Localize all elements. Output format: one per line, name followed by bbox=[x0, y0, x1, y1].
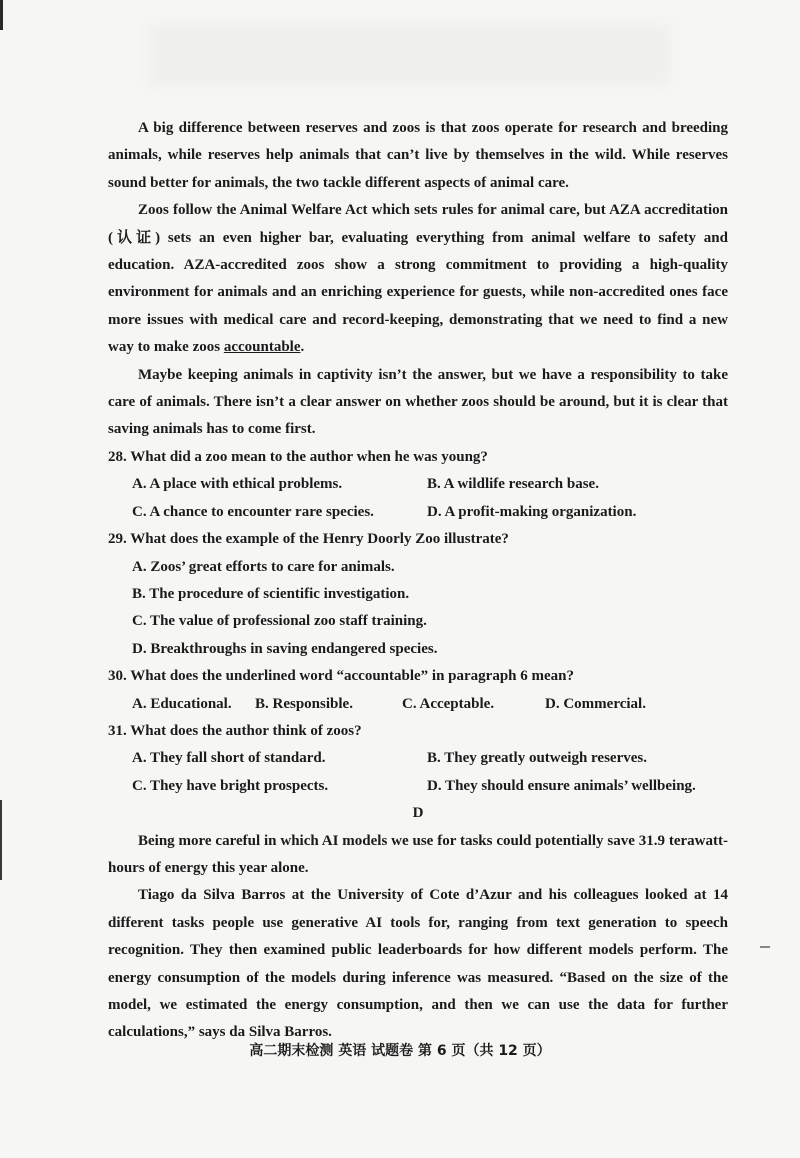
option-a: A. They fall short of standard. bbox=[132, 750, 326, 767]
option-b: B. Responsible. bbox=[255, 695, 353, 712]
option-d: D. Commercial. bbox=[545, 695, 646, 712]
page-footer: 高二期末检测 英语 试题卷 第 6 页（共 12 页） bbox=[249, 1043, 551, 1059]
option-c: C. A chance to encounter rare species. bbox=[132, 503, 374, 520]
question-options bbox=[108, 471, 728, 526]
binding-mark bbox=[0, 800, 2, 880]
scan-artifact bbox=[150, 25, 670, 85]
passage-c-paragraph bbox=[108, 197, 728, 361]
question-stem: 31. What does the author think of zoos? bbox=[108, 722, 362, 739]
paragraph-text: Zoos follow the Animal Welfare Act which sets rules for animal care, but AZA accreditation (认证) sets an even higher bar, evaluating everything from animal welfare to safety and education. AZA-accredited zoos show a strong commitment to providing a high-quality environment for animals and an enriching experience for guests, while non-accredited ones face more issues with medical care and record-keeping, demonstrating that we need to find a new way to make zoos bbox=[108, 202, 728, 356]
option-d: D. A profit-making organization. bbox=[427, 503, 637, 520]
underlined-word: accountable bbox=[223, 339, 301, 356]
question-stem: 30. What does the underlined word “accountable” in paragraph 6 mean? bbox=[108, 668, 575, 685]
option-b: B. A wildlife research base. bbox=[427, 476, 599, 493]
option-c: C. Acceptable. bbox=[402, 695, 495, 712]
option-c: C. The value of professional zoo staff training. bbox=[132, 613, 427, 630]
passage-d-paragraph: Tiago da Silva Barros at the University of Cote d’Azur and his colleagues looked at 14 different tasks people use generative AI tools for, ranging from text generation to speech recognition. They then examined public leaderboards for how different models perform. The energy consumption of the models during inference was measured. “Based on the size of the model, we estimated the energy consumption, and then we can use the data for further calculations,” says da Silva Barros. bbox=[108, 887, 728, 1041]
scan-edge-mark bbox=[0, 0, 3, 30]
option-d: D. Breakthroughs in saving endangered species. bbox=[132, 640, 438, 657]
paragraph-text: . bbox=[300, 339, 305, 356]
question-stem: 29. What does the example of the Henry Doorly Zoo illustrate? bbox=[108, 531, 509, 548]
option-d: D. They should ensure animals’ wellbeing. bbox=[427, 777, 696, 794]
section-heading: D bbox=[412, 805, 424, 822]
passage-d-paragraph: Being more careful in which AI models we use for tasks could potentially save 31.9 terawatt-hours of energy this year alone. bbox=[108, 832, 728, 876]
exam-content bbox=[108, 115, 728, 1047]
passage-c-paragraph: A big difference between reserves and zoos is that zoos operate for research and breeding animals, while reserves help animals that can’t live by themselves in the wild. While reserves sound better for animals, the two tackle different aspects of animal care. bbox=[108, 120, 728, 191]
option-a: A. Educational. bbox=[132, 695, 232, 712]
question-options bbox=[108, 745, 728, 800]
question-stem: 28. What did a zoo mean to the author when he was young? bbox=[108, 448, 488, 465]
stray-mark bbox=[760, 946, 770, 948]
option-a: A. Zoos’ great efforts to care for animals. bbox=[132, 558, 395, 575]
question-options bbox=[108, 691, 728, 718]
option-a: A. A place with ethical problems. bbox=[132, 476, 343, 493]
passage-c-paragraph: Maybe keeping animals in captivity isn’t the answer, but we have a responsibility to take care of animals. There isn’t a clear answer on whether zoos should be around, but it is clear that saving animals has to come first. bbox=[108, 366, 728, 438]
option-c: C. They have bright prospects. bbox=[132, 777, 329, 794]
option-b: B. They greatly outweigh reserves. bbox=[427, 750, 647, 767]
option-b: B. The procedure of scientific investigation. bbox=[132, 585, 410, 602]
